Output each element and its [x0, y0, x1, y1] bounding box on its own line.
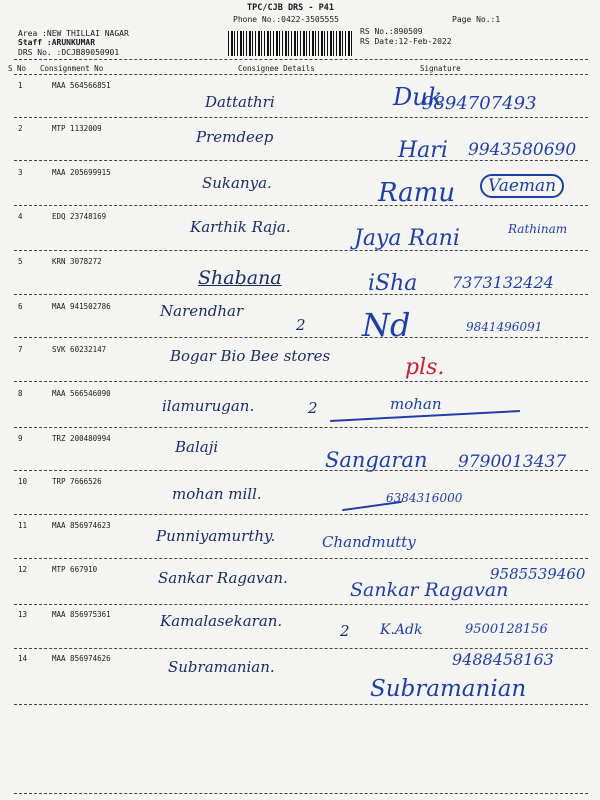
row-sno: 5: [18, 257, 23, 266]
row-divider: [14, 205, 588, 206]
signer-phone: 6384316000: [386, 491, 463, 505]
signer-phone: 9488458163: [452, 650, 554, 669]
rs-date: RS Date:12-Feb-2022: [360, 37, 452, 46]
consignee-name: Balaji: [175, 438, 219, 456]
consignee-name: Punniyamurthy.: [156, 527, 276, 545]
row-sno: 1: [18, 81, 23, 90]
signature: pls.: [405, 355, 445, 380]
column-divider: [14, 74, 588, 75]
consignee-name: Karthik Raja.: [190, 218, 291, 236]
row-sno: 9: [18, 434, 23, 443]
signer-note: Rathinam: [508, 222, 568, 236]
row-sno: 8: [18, 389, 23, 398]
consignee-name: Subramanian.: [168, 658, 275, 676]
signer-phone: 9500128156: [465, 622, 548, 637]
col-consignee: Consignee Details: [238, 64, 315, 73]
row-divider: [14, 381, 588, 382]
row-divider: [14, 160, 588, 161]
row-sno: 3: [18, 168, 23, 177]
footer-divider: [14, 793, 588, 794]
consignment-no: MAA 205699915: [52, 168, 111, 177]
row-sno: 11: [18, 521, 28, 530]
staff-field: Staff :ARUNKUMAR: [18, 38, 96, 47]
signature: Duk: [393, 83, 443, 111]
row-divider: [14, 337, 588, 338]
row-sno: 10: [18, 477, 28, 486]
consignee-name: Sukanya.: [202, 174, 272, 192]
signature: Nd: [362, 306, 411, 344]
barcode: [228, 31, 352, 56]
count-mark: 2: [308, 399, 318, 417]
consignment-no: MAA 564566851: [52, 81, 111, 90]
row-sno: 7: [18, 345, 23, 354]
row-divider: [14, 604, 588, 605]
col-signature: Signature: [420, 64, 461, 73]
consignment-no: MAA 856974626: [52, 654, 111, 663]
signature: Jaya Rani: [354, 226, 460, 251]
consignee-name: Dattathri: [205, 93, 275, 111]
row-divider: [14, 648, 588, 649]
signature: Chandmutty: [322, 533, 416, 551]
signer-phone: 7373132424: [452, 273, 554, 292]
row-divider: [14, 470, 588, 471]
row-sno: 6: [18, 302, 23, 311]
consignee-name: Premdeep: [196, 128, 274, 146]
signature: Subramanian: [370, 676, 527, 702]
consignment-no: SVK 60232147: [52, 345, 107, 354]
consignee-name: mohan mill.: [172, 485, 262, 503]
signer-phone: 9894707493: [422, 93, 537, 114]
count-mark: 2: [296, 316, 306, 334]
consignment-no: MAA 856974623: [52, 521, 111, 530]
consignment-no: EDQ 23748169: [52, 212, 107, 221]
row-divider: [14, 704, 588, 705]
consignee-name: Sankar Ragavan.: [158, 569, 288, 587]
consignee-name: Bogar Bio Bee stores: [170, 347, 331, 365]
row-divider: [14, 558, 588, 559]
consignee-name: ilamurugan.: [162, 397, 255, 415]
consignment-no: MAA 856975361: [52, 610, 111, 619]
col-consignment: Consignment No: [40, 64, 104, 73]
consignment-no: MAA 566546090: [52, 389, 111, 398]
signer-phone: 9943580690: [468, 140, 577, 160]
sheet-title: TPC/CJB DRS - P41: [247, 3, 334, 13]
row-sno: 4: [18, 212, 23, 221]
consignment-no: TRP 7666526: [52, 477, 102, 486]
consignee-name: Kamalasekaran.: [160, 612, 283, 630]
row-divider: [14, 250, 588, 251]
page-number: Page No.:1: [452, 15, 501, 24]
consignment-no: KRN 3078272: [52, 257, 102, 266]
row-divider: [14, 514, 588, 515]
signature: Sangaran: [325, 448, 428, 472]
signature: Hari: [398, 138, 448, 163]
row-divider: [14, 117, 588, 118]
signature: Sankar Ragavan: [350, 579, 509, 601]
signature: Ramu: [378, 178, 456, 208]
phone-number: Phone No.:0422-3505555: [233, 15, 339, 24]
signature: mohan: [390, 395, 442, 413]
signer-phone: 9585539460: [490, 565, 586, 583]
row-sno: 2: [18, 124, 23, 133]
row-sno: 12: [18, 565, 28, 574]
row-sno: 14: [18, 654, 28, 663]
consignee-name: Narendhar: [160, 302, 244, 320]
row-divider: [14, 294, 588, 295]
row-sno: 13: [18, 610, 28, 619]
consignment-no: TRZ 200480994: [52, 434, 111, 443]
consignment-no: MTP 667910: [52, 565, 98, 574]
consignment-no: MAA 941502786: [52, 302, 111, 311]
row-divider: [14, 427, 588, 428]
area-field: Area :NEW THILLAI NAGAR: [18, 29, 129, 38]
rs-number: RS No.:890509: [360, 27, 423, 36]
signer-phone: 9841496091: [466, 320, 543, 334]
consignee-name: Shabana: [198, 267, 282, 289]
header-divider: [14, 59, 588, 60]
signature: iSha: [368, 271, 418, 296]
signer-note: Vaeman: [480, 174, 564, 198]
consignment-no: MTP 1132009: [52, 124, 102, 133]
count-mark: 2: [340, 622, 350, 640]
drs-number: DRS No. :DCJB89050901: [18, 48, 120, 57]
col-sno: S No: [8, 64, 27, 73]
signer-phone: 9790013437: [458, 452, 567, 472]
signature: K.Adk: [380, 622, 423, 638]
